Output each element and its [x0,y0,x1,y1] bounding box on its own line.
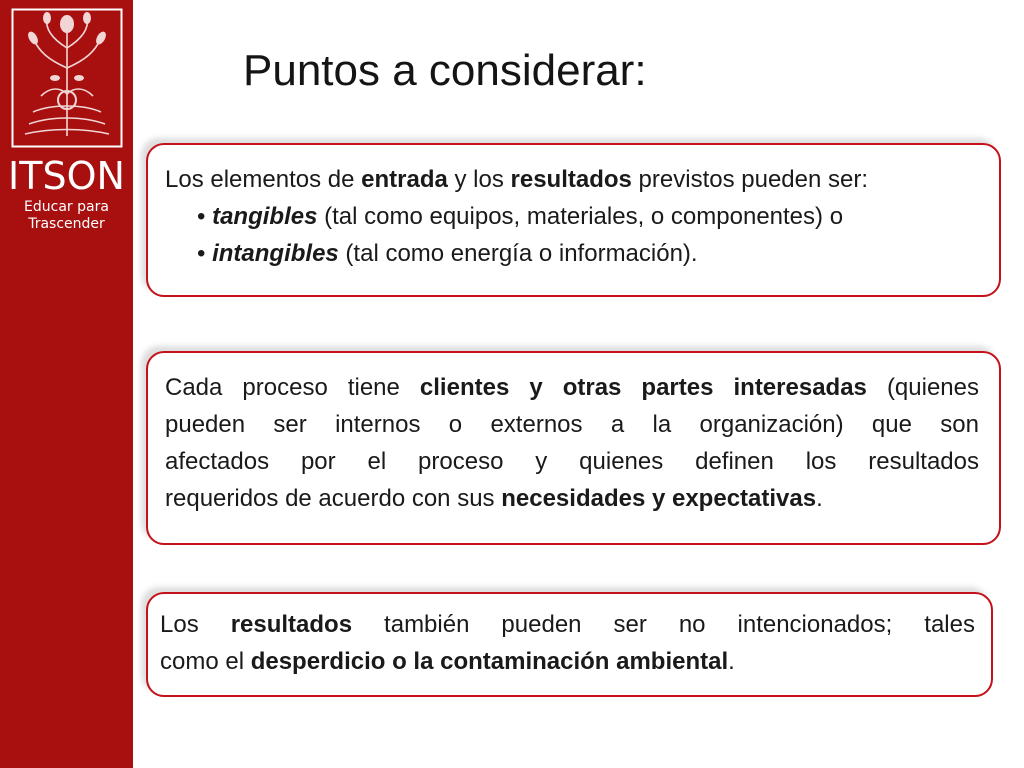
box3-line-1 [160,606,975,643]
inputs-outputs-box [146,143,1001,297]
box3-line2-text: como el [160,648,251,675]
tagline-line-2: Trascender [28,216,105,232]
box3-line-2 [160,643,975,680]
box2-line-1 [165,369,979,406]
box2-bold-clientes: clientes y otras partes interesadas [419,374,867,401]
bullet1-term: tangibles [212,203,318,230]
box2-line-4 [165,480,979,517]
box2-line4-end: . [816,485,823,512]
bullet2-text: (tal como energía o información). [338,240,698,267]
box2-line-2: pueden ser internos o externos a la organización) que son [165,411,979,438]
box1-intro-text-3: previstos pueden ser: [631,166,869,193]
bullet-icon: • [197,240,206,267]
box3-line1-text: Los [160,611,231,638]
logo-name: ITSON [8,154,125,198]
tagline-line-1: Educar para [24,199,109,215]
box2-line1-text: Cada proceso tiene [165,374,420,401]
bullet1-text: (tal como equipos, materiales, o componentes) o [317,203,844,230]
sidebar [0,0,133,768]
bullet2-term: intangibles [212,240,339,267]
box3-bold-desperdicio: desperdicio o la contaminación ambiental [250,648,729,675]
box2-line4-text: requeridos de acuerdo con sus [165,485,502,512]
box2-bold-necesidades: necesidades y expectativas [501,485,817,512]
box2-line1-end: (quienes [866,374,980,401]
box1-intro-text-2: y los [447,166,511,193]
box3-line2-end: . [728,648,735,675]
unintended-results-box [146,592,993,697]
box1-intro-text-1: Los elementos de [165,166,362,193]
box2-line-3: afectados por el proceso y quienes definen los resultados [165,448,979,475]
itson-emblem-icon [11,8,123,148]
box1-intro-bold-resultados: resultados [510,166,632,193]
bullet-icon: • [197,203,206,230]
logo-tagline [0,199,133,233]
box1-intro [165,161,981,198]
bullet-intangibles [165,235,981,272]
stakeholders-box [146,351,1001,545]
box3-line1-end: también pueden ser no intencionados; tales [352,611,975,638]
slide-title: Puntos a considerar: [243,46,647,95]
box3-bold-resultados: resultados [230,611,353,638]
box1-intro-bold-entrada: entrada [361,166,448,193]
bullet-tangibles [165,198,981,235]
